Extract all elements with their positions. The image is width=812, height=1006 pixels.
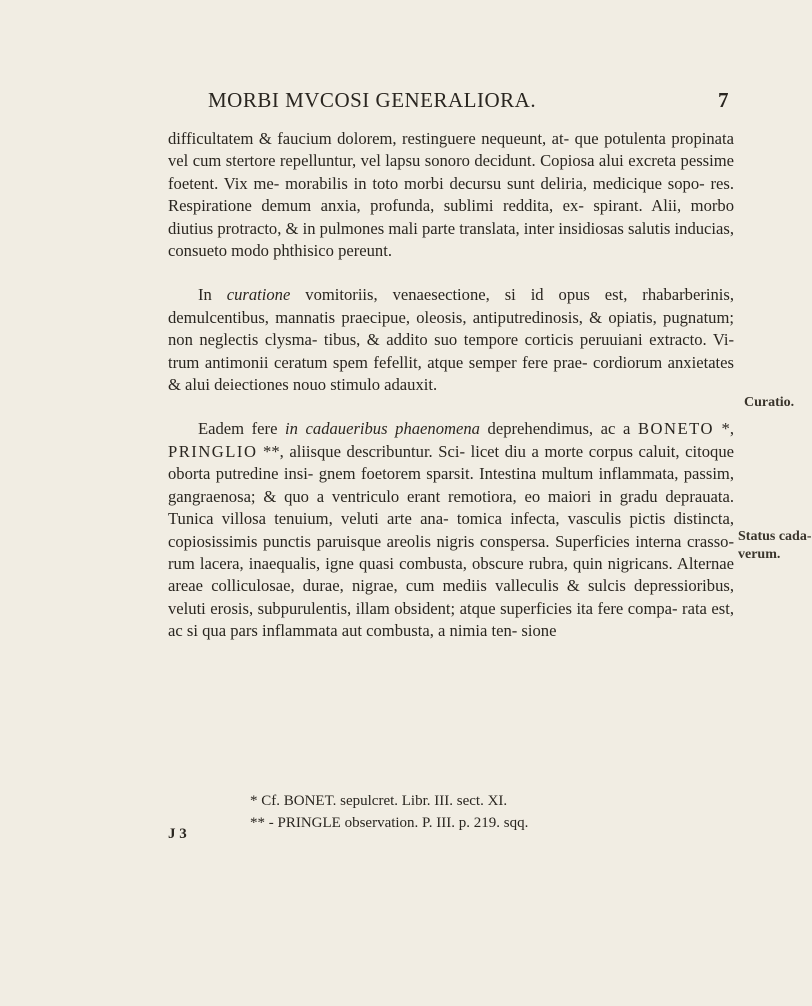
- footnotes: [250, 790, 730, 834]
- paragraph-symptoms: [168, 128, 734, 262]
- running-head: MORBI MVCOSI GENERALIORA.: [208, 88, 537, 112]
- footnote-1: * Cf. BONET. sepulcret. Libr. III. sect. XI.: [250, 793, 508, 809]
- paragraph-text: deprehendimus,: [479, 419, 601, 439]
- signature-mark: J 3: [168, 826, 187, 842]
- margin-note-status-line1: Status cada-: [738, 529, 812, 544]
- author-name-boneto: BONETO: [637, 419, 714, 439]
- footnote-mark: *,: [713, 419, 734, 439]
- paragraph-text: difficultatem & faucium dolorem, restinguere nequeunt, at- que potulenta propinata vel cum stertore repelluntur, vel lapsu sonoro decidunt. Copiosa alui excreta pessime foetent. Vix me- morabilis in toto morbi decursu sunt deliria, medicique sopo- res. Respiratione demum anxia, profunda, sublimi reddita, ex- spirant. Alii, morbo diutius protracto, & in pulmones mali parte translata, inter insidiosas salutis inducias, consueto modo phthisico pereunt.: [168, 129, 734, 261]
- italic-term: in cadaueribus phaenomena: [285, 419, 480, 439]
- paragraph-text: ac a: [600, 419, 638, 439]
- italic-term: curatione: [226, 285, 291, 305]
- paragraph-text: In: [198, 285, 227, 305]
- body-text: [168, 128, 734, 643]
- paragraph-treatment: [168, 284, 734, 396]
- author-name-pringlio: PRINGLIO: [168, 441, 258, 461]
- paragraph-text: **, aliisque describuntur. Sci- licet diu a morte corpus caluit, citoque oborta putredine insi- gnem foetorem sparsit. Intestina multum inflammata, passim, gangraenosa; & quo a ventriculo erant remotiora, eo maiori in gradu deprauata. Tunica villosa tenuium, veluti arte ana- tomica infecta, vasculis pictis distincta, copiosissimis punctis paruisque areolis nigris conspersa. Superficies interna crasso- rum lacera, inaequalis, igne quasi combusta, obscure rubra, quin nigricans. Alternae areae colliculosae, durae, nigrae, cum mediis valleculis & sulcis depressioribus, veluti erosis, subpurulentis, illam obsident; atque superficies ita fere compa- rata est, ac si qua pars inflammata aut combusta, a nimia ten- sione: [168, 441, 734, 641]
- margin-note-status-line2: verum.: [738, 547, 781, 562]
- paragraph-text: Eadem fere: [198, 419, 286, 439]
- page-header: [0, 88, 800, 118]
- page-number: 7: [718, 88, 729, 112]
- footnote-2: ** - PRINGLE observation. P. III. p. 219. sqq.: [250, 815, 529, 831]
- margin-note-curatio: Curatio.: [744, 395, 795, 410]
- paragraph-text: vomitoriis, venaesectione, si id opus est, rhabarberinis, demulcentibus, mannatis praecipue, oleosis, antiputredinosis, & opiatis, pugnatum; non neglectis clysma- tibus, & addito suo tempore corticis peruuiani extracto. Vi- trum antimonii ceratum spem fefellit, atque semper fere prae- cordiorum anxietates & alui deiectiones nouo stimulo adauxit.: [168, 285, 734, 395]
- paragraph-autopsy: [168, 418, 734, 642]
